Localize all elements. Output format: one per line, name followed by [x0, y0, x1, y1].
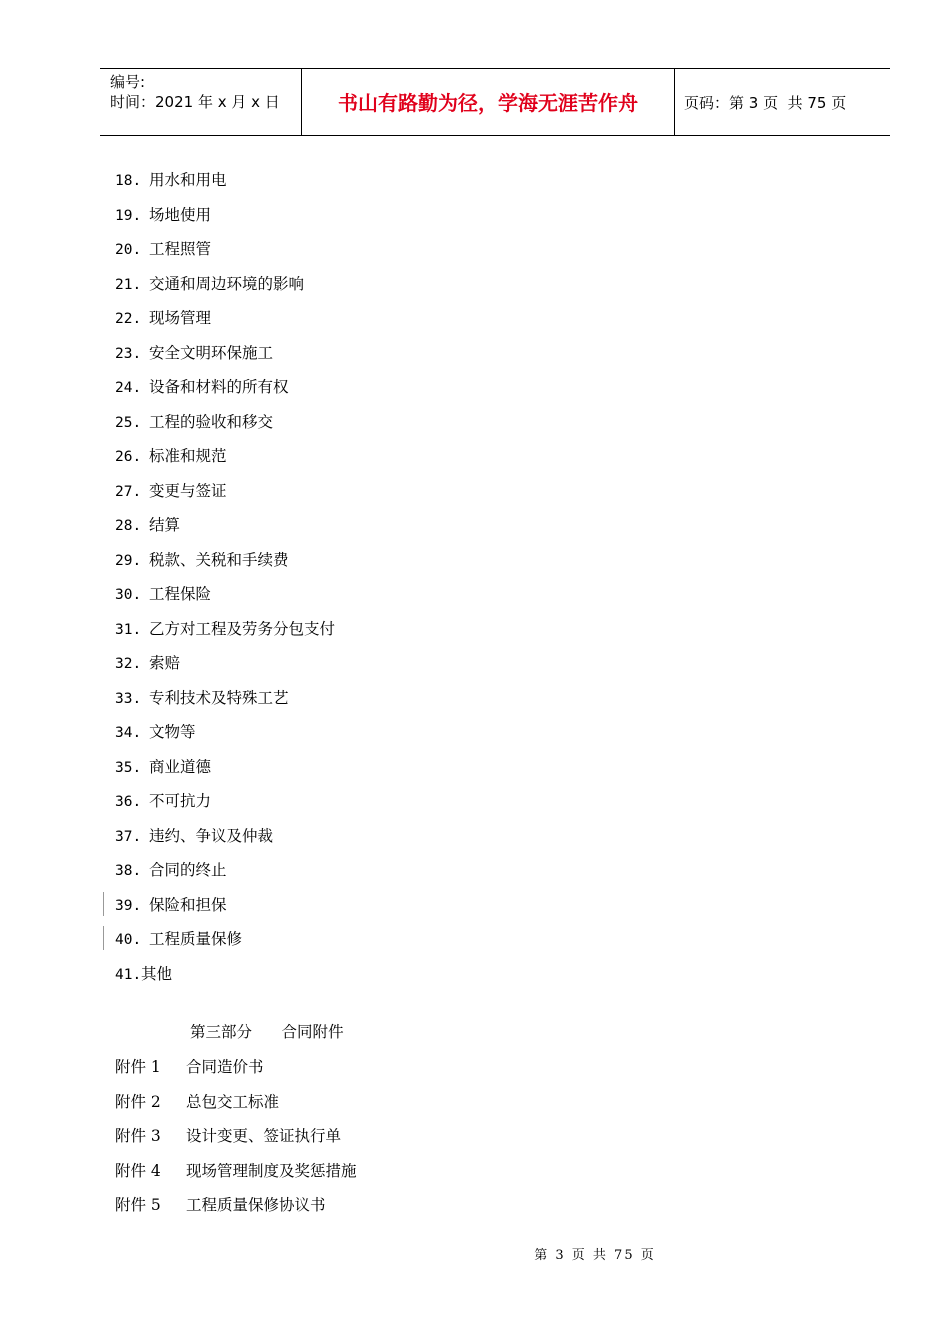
attachment-label: 附件 2	[115, 1092, 161, 1111]
toc-number: 21.	[115, 276, 142, 293]
toc-item	[115, 444, 335, 479]
toc-number: 28.	[115, 518, 142, 534]
attachment-label: 附件 4	[115, 1161, 161, 1180]
toc-text: 合同的终止	[149, 861, 227, 879]
toc-text: 索赔	[149, 654, 181, 672]
toc-number: 31.	[115, 621, 142, 638]
toc-item	[115, 720, 335, 755]
toc-item	[115, 410, 335, 445]
toc-item	[115, 168, 335, 203]
toc-text: 乙方对工程及劳务分包支付	[149, 619, 336, 638]
attachment-label: 附件 1	[115, 1058, 161, 1076]
toc-text: 设备和材料的所有权	[149, 378, 289, 396]
attachment-text: 合同造价书	[186, 1058, 264, 1076]
revision-marker	[103, 892, 104, 916]
toc-number: 27.	[115, 483, 142, 500]
code-label: 编号:	[110, 73, 146, 91]
toc-number: 33.	[115, 690, 142, 707]
header-motto: 书山有路勤为径，学海无涯苦作舟	[338, 91, 638, 115]
toc-text: 工程保险	[149, 585, 212, 603]
toc-number: 41.	[115, 966, 142, 983]
toc-number: 37.	[115, 828, 142, 845]
attachment-list	[115, 1055, 357, 1228]
toc-text: 违约、争议及仲裁	[149, 826, 274, 845]
toc-number: 22.	[115, 311, 142, 327]
attachment-item	[115, 1159, 357, 1194]
time-label: 时间：2021 年 x 月 x 日	[110, 93, 280, 111]
toc-number: 36.	[115, 794, 142, 810]
toc-number: 18.	[115, 173, 142, 189]
toc-number: 20.	[115, 242, 142, 258]
toc-item	[115, 272, 335, 307]
page-header	[100, 68, 890, 136]
section-title: 第三部分 合同附件	[190, 1023, 344, 1041]
header-meta	[110, 72, 280, 112]
toc-item	[115, 962, 335, 997]
attachment-item	[115, 1193, 357, 1228]
toc-text: 变更与签证	[149, 481, 227, 500]
toc-text: 安全文明环保施工	[149, 343, 274, 362]
toc-text: 工程的验收和移交	[149, 412, 274, 431]
toc-text: 工程照管	[149, 240, 212, 258]
toc-number: 19.	[115, 207, 142, 224]
toc-number: 30.	[115, 587, 142, 603]
attachment-text: 工程质量保修协议书	[186, 1196, 326, 1214]
toc-item	[115, 582, 335, 617]
toc-text: 标准和规范	[149, 447, 227, 465]
header-page-info: 页码：第 3 页 共 75 页	[684, 94, 847, 112]
toc-number: 26.	[115, 449, 142, 465]
toc-item	[115, 789, 335, 824]
toc-item	[115, 651, 335, 686]
toc-text: 税款、关税和手续费	[149, 550, 289, 569]
toc-number: 35.	[115, 759, 142, 776]
toc-number: 32.	[115, 656, 142, 672]
toc-number: 24.	[115, 380, 142, 396]
toc-item	[115, 686, 335, 721]
toc-item	[115, 927, 335, 962]
toc-text: 工程质量保修	[149, 930, 243, 948]
attachment-item	[115, 1055, 357, 1090]
toc-number: 38.	[115, 863, 142, 879]
attachment-item	[115, 1090, 357, 1125]
attachment-item	[115, 1124, 357, 1159]
page-footer: 第 3 页 共 75 页	[534, 1248, 656, 1263]
toc-text: 场地使用	[149, 205, 212, 224]
toc-item	[115, 548, 335, 583]
toc-text: 结算	[149, 516, 181, 534]
toc-text: 不可抗力	[149, 792, 212, 810]
toc-text: 文物等	[149, 723, 196, 741]
toc-item	[115, 755, 335, 790]
toc-text: 交通和周边环境的影响	[149, 274, 305, 293]
attachment-label: 附件 5	[115, 1196, 161, 1214]
revision-marker	[103, 926, 104, 950]
attachment-text: 设计变更、签证执行单	[186, 1127, 342, 1145]
toc-item	[115, 341, 335, 376]
toc-number: 29.	[115, 552, 142, 569]
toc-number: 40.	[115, 932, 142, 948]
toc-item	[115, 893, 335, 928]
toc-item	[115, 824, 335, 859]
toc-text: 其他	[141, 964, 173, 983]
toc-text: 专利技术及特殊工艺	[149, 688, 289, 707]
toc-text: 商业道德	[149, 757, 212, 776]
attachment-text: 现场管理制度及奖惩措施	[186, 1161, 357, 1180]
toc-item	[115, 617, 335, 652]
toc-item	[115, 513, 335, 548]
attachment-label: 附件 3	[115, 1127, 161, 1145]
toc-number: 34.	[115, 725, 142, 741]
attachment-text: 总包交工标准	[186, 1092, 280, 1111]
toc-list	[115, 168, 335, 996]
toc-item	[115, 858, 335, 893]
toc-text: 用水和用电	[149, 171, 227, 189]
toc-number: 23.	[115, 345, 142, 362]
toc-number: 39.	[115, 897, 142, 914]
toc-item	[115, 479, 335, 514]
toc-item	[115, 203, 335, 238]
toc-item	[115, 306, 335, 341]
toc-item	[115, 237, 335, 272]
toc-item	[115, 375, 335, 410]
toc-text: 保险和担保	[149, 895, 227, 914]
toc-text: 现场管理	[149, 309, 212, 327]
header-divider	[674, 69, 675, 135]
toc-number: 25.	[115, 414, 142, 431]
